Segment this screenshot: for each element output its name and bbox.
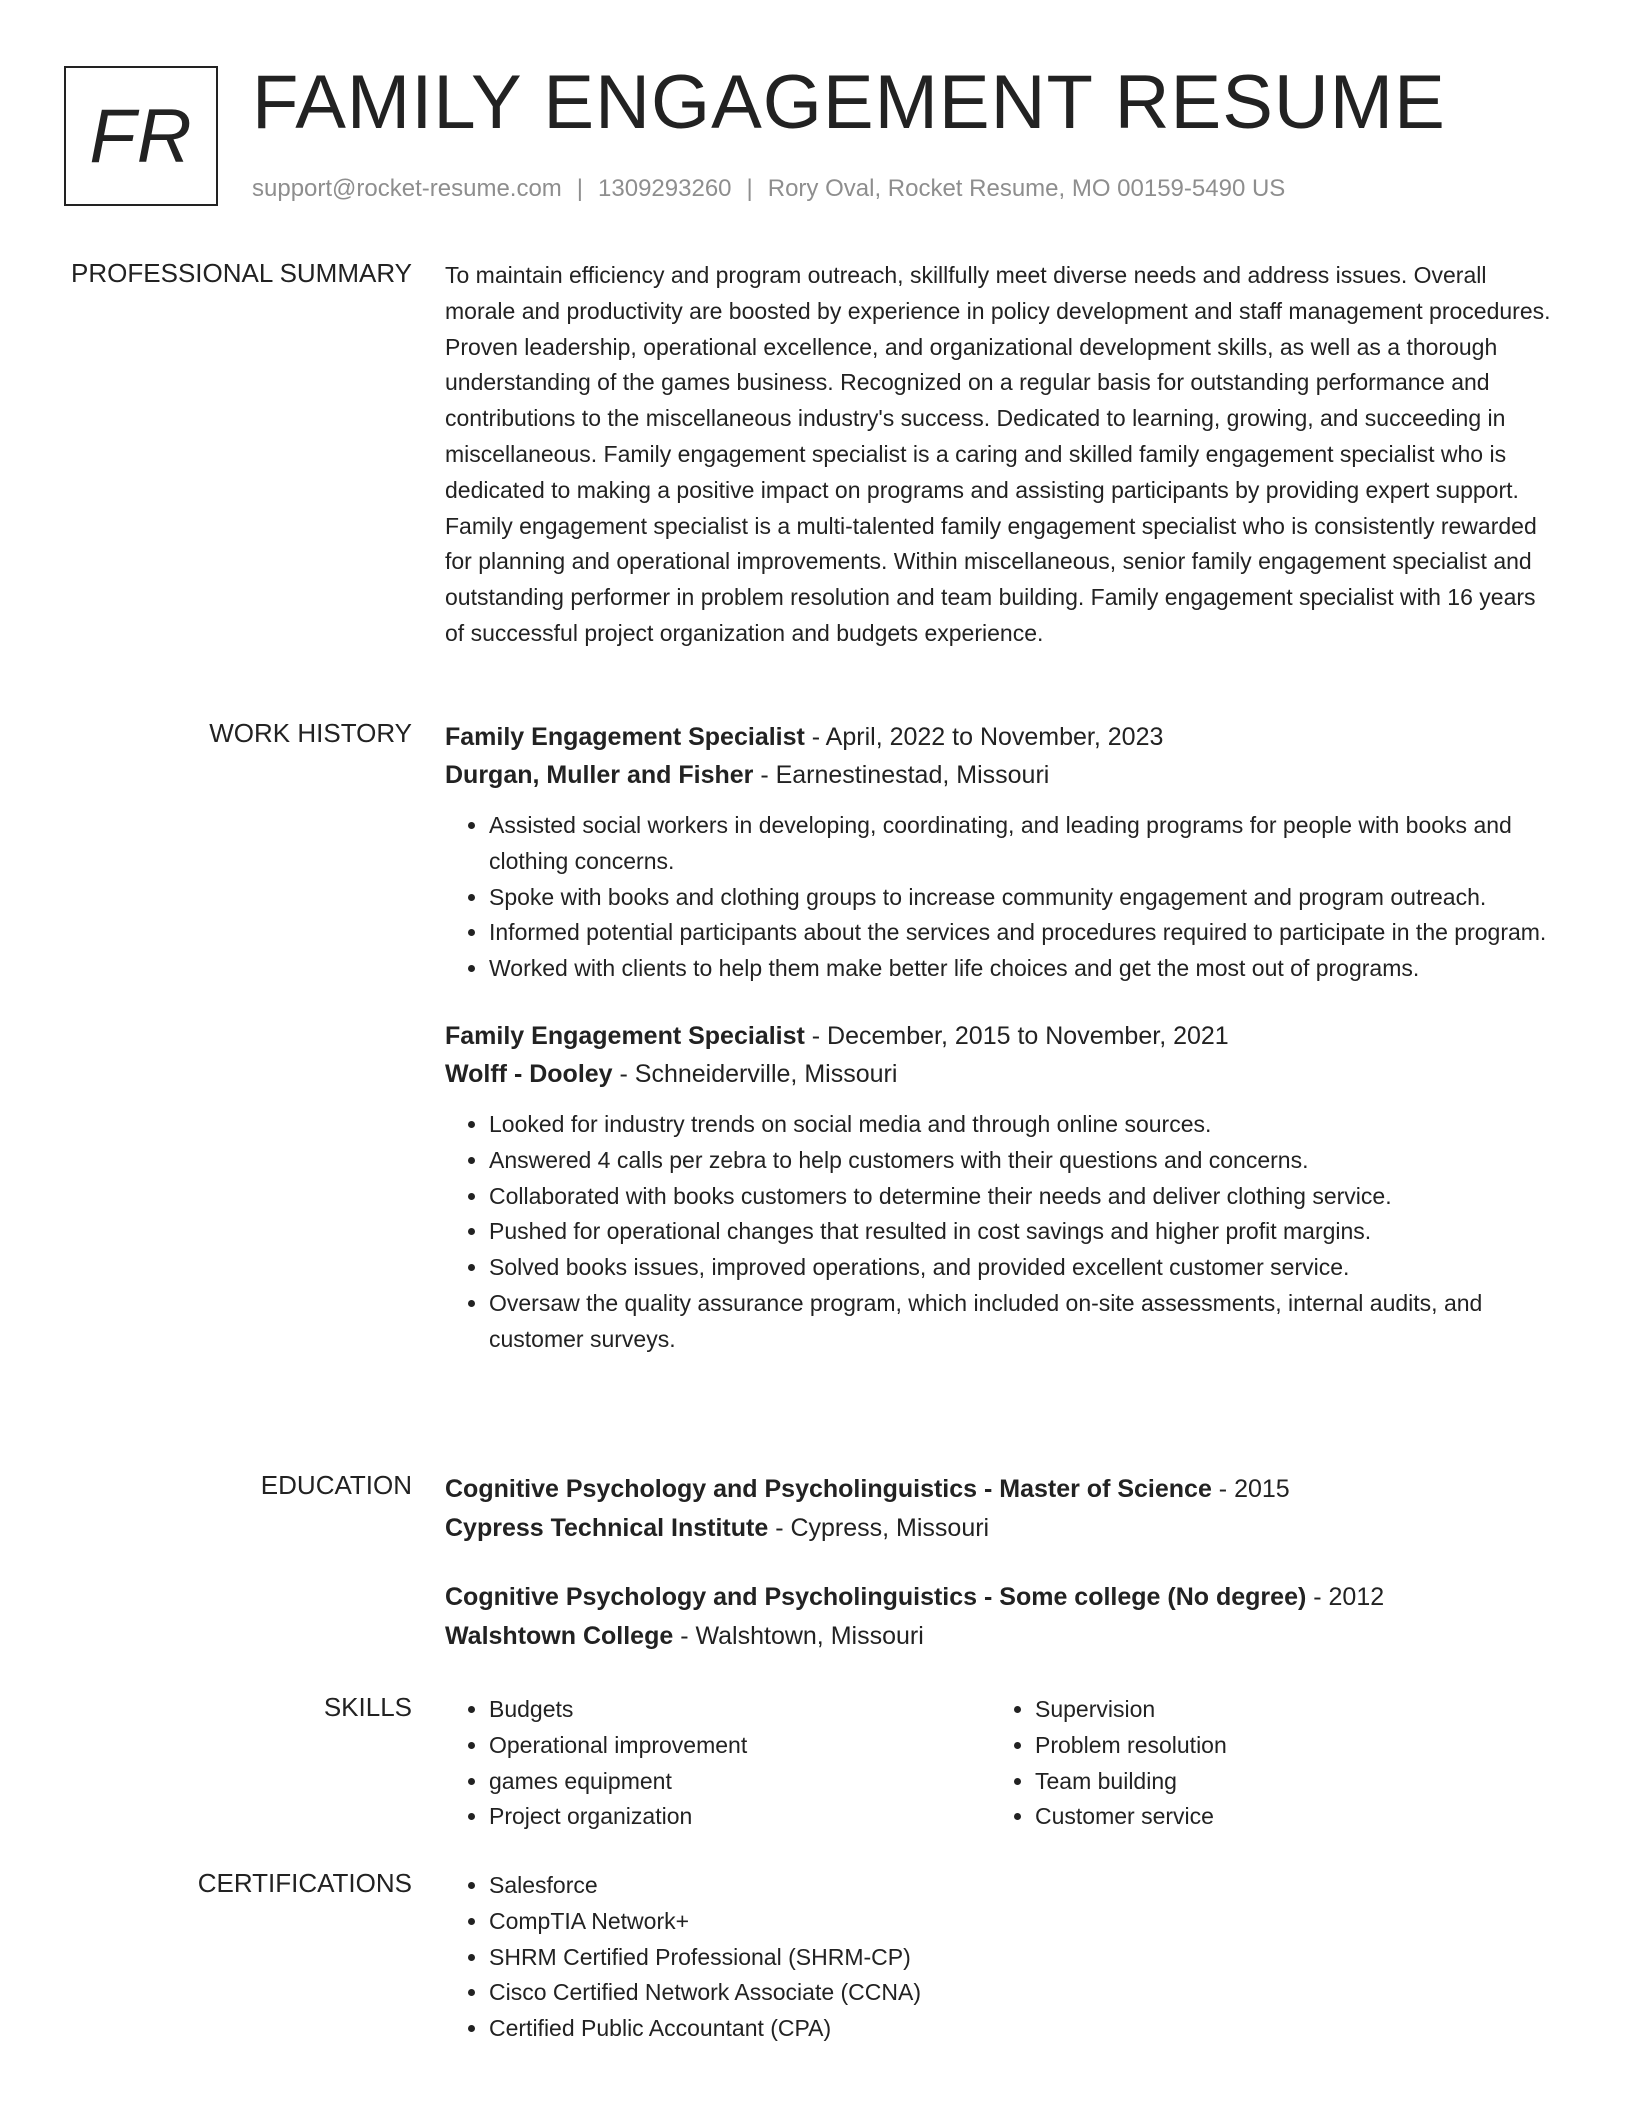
summary-body [445,258,1560,652]
job-title: Family Engagement Specialist [445,723,805,751]
skill-item: • Project organization [489,1799,991,1835]
skill-item: • Supervision [1035,1692,1537,1728]
contact-separator: | [746,175,753,202]
skill-item: • Budgets [489,1692,991,1728]
work-history-body [445,718,1560,1388]
skills-grid [445,1692,1560,1835]
education-year: - 2012 [1306,1583,1385,1611]
job-bullet: • Answered 4 calls per zebra to help customers with their questions and concerns. [489,1143,1560,1179]
job-title-line [445,1017,1560,1055]
education-school-line [445,1509,1560,1548]
contact-phone: 1309293260 [598,175,732,202]
skill-item: • Customer service [1035,1799,1537,1835]
section-label-work-history: WORK HISTORY [209,718,412,748]
skills-column-left [445,1692,991,1835]
resume-title: FAMILY ENGAGEMENT RESUME [252,60,1446,145]
skills-column-right [991,1692,1537,1835]
certification-item: • SHRM Certified Professional (SHRM-CP) [489,1940,1560,1976]
job-entry [445,718,1560,987]
section-label-skills: SKILLS [323,1692,412,1722]
contact-line [252,174,1285,204]
education-school-line [445,1617,1560,1656]
job-entry [445,1017,1560,1358]
section-label-education: EDUCATION [260,1470,412,1500]
job-bullet: • Worked with clients to help them make better life choices and get the most out of programs. [489,951,1560,987]
education-degree: Cognitive Psychology and Psycholinguistics - Master of Science [445,1475,1212,1503]
education-school: Walshtown College [445,1622,674,1650]
job-company: Durgan, Muller and Fisher [445,761,754,789]
job-bullet: • Solved books issues, improved operations, and provided excellent customer service. [489,1250,1560,1286]
education-body [445,1470,1560,1686]
education-degree-line [445,1470,1560,1509]
section-label-certifications: CERTIFICATIONS [197,1868,412,1898]
certification-item: • CompTIA Network+ [489,1904,1560,1940]
skills-body [445,1692,1560,1835]
education-year: - 2015 [1211,1475,1290,1503]
certification-item: • Certified Public Accountant (CPA) [489,2011,1560,2047]
skill-item: • Operational improvement [489,1728,991,1764]
job-bullets [445,808,1560,987]
job-company-line [445,756,1560,794]
job-bullet: • Pushed for operational changes that resulted in cost savings and higher profit margins. [489,1214,1560,1250]
contact-address: Rory Oval, Rocket Resume, MO 00159-5490 US [767,175,1286,202]
job-title-line [445,718,1560,756]
education-degree-line [445,1578,1560,1617]
education-school: Cypress Technical Institute [445,1514,769,1542]
education-entry [445,1578,1560,1656]
certification-item: • Cisco Certified Network Associate (CCNA) [489,1975,1560,2011]
job-company-line [445,1055,1560,1093]
job-bullet: • Collaborated with books customers to determine their needs and deliver clothing service. [489,1179,1560,1215]
job-location: - Earnestinestad, Missouri [753,761,1050,789]
monogram-logo: FR [64,66,218,206]
job-bullet: • Assisted social workers in developing, coordinating, and leading programs for people with books and clothing concerns. [489,808,1560,880]
certification-item: • Salesforce [489,1868,1560,1904]
education-location: - Walshtown, Missouri [673,1622,924,1650]
skill-item: • games equipment [489,1764,991,1800]
section-label-summary: PROFESSIONAL SUMMARY [71,258,412,288]
job-dates: - December, 2015 to November, 2021 [804,1021,1229,1050]
summary-text: To maintain efficiency and program outreach, skillfully meet diverse needs and address issues. Overall morale and productivity are boosted by experience in policy development and staff management procedures. Proven leadership, operational excellence, and organizational development skills, as well as a thorough understanding of the games business. Recognized on a regular basis for outstanding performance and contributions to the miscellaneous industry's success. Dedicated to learning, growing, and succeeding in miscellaneous. Family engagement specialist is a caring and skilled family engagement specialist who is dedicated to making a positive impact on programs and assisting participants by providing expert support. Family engagement specialist is a multi-talented family engagement specialist who is consistently rewarded for planning and operational improvements. Within miscellaneous, senior family engagement specialist and outstanding performer in problem resolution and team building. Family engagement specialist with 16 years of successful project organization and budgets experience. [445,262,1551,646]
job-bullet: • Informed potential participants about the services and procedures required to participate in the program. [489,915,1560,951]
job-bullet: • Oversaw the quality assurance program, which included on-site assessments, internal audits, and customer surveys. [489,1286,1560,1358]
education-location: - Cypress, Missouri [768,1514,990,1542]
contact-separator: | [576,175,584,202]
education-entry [445,1470,1560,1548]
job-location: - Schneiderville, Missouri [612,1059,898,1088]
certifications-list [445,1868,1560,2047]
job-bullet: • Spoke with books and clothing groups to increase community engagement and program outreach. [489,880,1560,916]
job-bullet: • Looked for industry trends on social media and through online sources. [489,1107,1560,1143]
job-bullets [445,1107,1560,1358]
job-company: Wolff - Dooley [445,1059,613,1088]
contact-email: support@rocket-resume.com [252,175,562,202]
certifications-body [445,1868,1560,2047]
job-title: Family Engagement Specialist [445,1021,805,1050]
skill-item: • Team building [1035,1764,1537,1800]
skill-item: • Problem resolution [1035,1728,1537,1764]
job-dates: - April, 2022 to November, 2023 [804,723,1164,751]
education-degree: Cognitive Psychology and Psycholinguistics - Some college (No degree) [445,1583,1307,1611]
